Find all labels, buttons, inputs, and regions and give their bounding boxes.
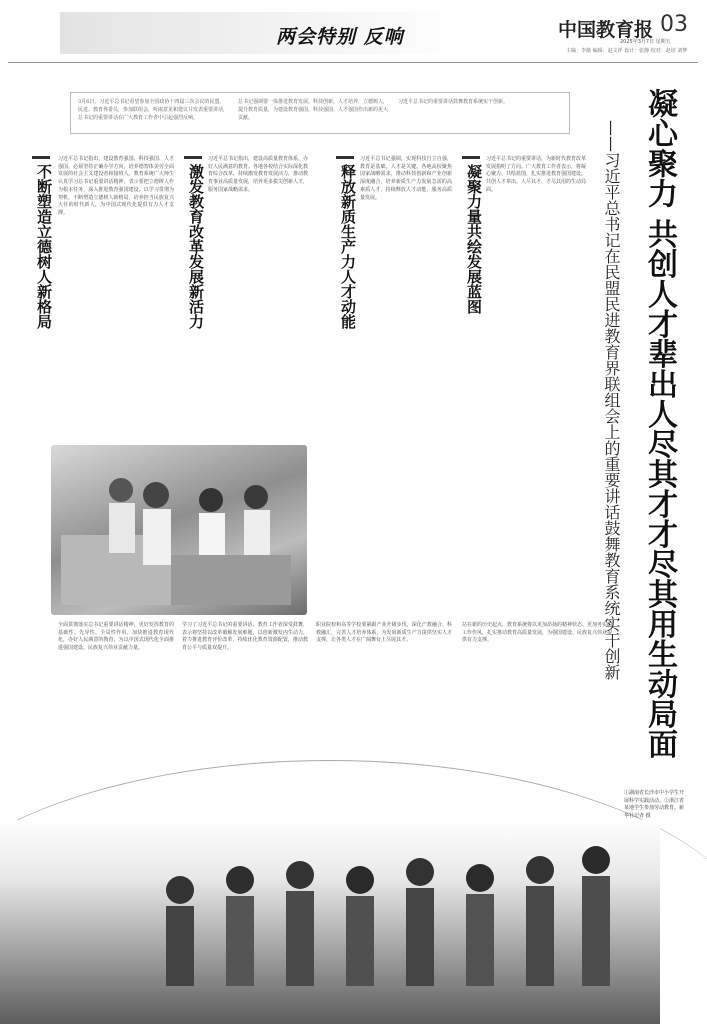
body-column-1b: 全面贯彻落实总书记重要讲话精神，更好发挥教育的基础性、先导性、全局性作用，加快推进教育现代化，办好人民满意的教育，为以中国式现代化全面推进强国建设、民族复兴伟业贡献力量。 xyxy=(58,622,174,652)
photo-children-figures xyxy=(0,820,660,1024)
header-banner xyxy=(60,12,465,54)
page-number: 03 xyxy=(660,12,688,37)
section-title-3: 释放新质生产力人才动能 xyxy=(339,164,357,329)
sub-headline: ——习近平总书记在民盟民进教育界联组会上的重要讲话鼓舞教育系统实干创新 xyxy=(602,120,621,680)
body-column-3a: 习近平总书记强调，实现科技自立自强，教育是基础，人才是关键。各地高校聚焦国家战略需求，推动科技创新和产业创新深度融合，培养新质生产力发展急需的高素质人才，持续释放人才动能，服务高质量发展。 xyxy=(360,156,452,201)
body-column-3b: 职业院校和高等学校要紧跟产业升级步伐，深化产教融合、科教融汇，完善人才培养体系，为发展新质生产力提供坚实人才支撑，让各类人才在广阔舞台上尽展其才。 xyxy=(316,622,452,644)
section-label: 两会特别 反响 xyxy=(276,26,404,48)
photo-caption: ①湖南省长沙市中小学生开展科学实践活动。②浙江省某地学生参加劳动教育。新华社记者 摄 xyxy=(624,790,685,819)
section-marker-2 xyxy=(184,156,202,159)
header-rule xyxy=(8,62,698,63)
photo-students-lab-figures xyxy=(51,445,307,615)
photo-children-group xyxy=(0,820,660,1024)
newspaper-masthead: 中国教育报 xyxy=(558,19,654,41)
body-column-4a: 习近平总书记的重要讲话，为新时代教育改革发展指明了方向。广大教育工作者表示，将凝心聚力、共绘蓝图，扎实推进教育强国建设，共创人才辈出、人尽其才、才尽其用的生动局面。 xyxy=(486,156,587,193)
section-marker-3 xyxy=(336,156,354,159)
lead-paragraph-3: 习近平总书记的重要讲话鼓舞教育系统实干创新。 xyxy=(398,99,509,105)
main-headline: 凝心聚力 共创人才辈出人尽其才才尽其用生动局面 xyxy=(642,88,677,759)
body-column-2b: 学习了习近平总书记的重要讲话，教育工作者深受鼓舞，表示将坚持以改革破解发展难题，以创新激发内生动力，着力推进教育评价改革，持续优化教育资源配置，推动教育公平与质量双提升。 xyxy=(182,622,308,652)
section-title-4: 凝聚力量共绘发展蓝图 xyxy=(465,164,483,314)
body-column-1a: 习近平总书记指出，建设教育强国、科技强国、人才强国，必须坚持正确办学方向，培养德智体美劳全面发展的社会主义建设者和接班人。教育系统广大师生认真学习总书记重要讲话精神，表示要把立德树人作为根本任务，深入推进教育强国建设。以学习贯彻为契机，不断塑造立德树人新格局，培养担当民族复兴大任的时代新人，为中国式现代化提供有力人才支撑。 xyxy=(58,156,174,216)
lead-paragraph-2: 总书记强调要一体推进教育发展、科技创新、人才培养，立德树人，提升教育质量，为建设教育强国、科技强国、人才强国作出新的更大贡献。 xyxy=(238,99,389,121)
section-title-1: 不断塑造立德树人新格局 xyxy=(35,164,53,329)
body-column-4b: 站在新的历史起点，教育系统将以更加昂扬的精神状态、更加务实的工作作风，扎实推动教育高质量发展，为强国建设、民族复兴伟业提供有力支撑。 xyxy=(462,622,613,644)
body-column-2a: 习近平总书记指出，建设高质量教育体系，办好人民满意的教育。各地各校结合实际深化教育综合改革，持续激发教育发展活力，推动教育事业高质量发展，培养更多拔尖创新人才，服务国家战略需求。 xyxy=(208,156,309,193)
lead-paragraph-1: 3月6日，习近平总书记看望参加全国政协十四届三次会议的民盟、民进、教育界委员，参加联组会，听取意见和建议并发表重要讲话，总书记的重要讲话在广大教育工作者中引起强烈反响。 xyxy=(78,99,229,121)
editor-credits: 主编：李薇 编辑：赵文祥 设计：张静 校对：赵培 刘梦 xyxy=(566,48,688,54)
photo-students-lab xyxy=(51,445,307,615)
page-header xyxy=(0,0,707,66)
issue-date: 2025年3月7日 星期五 xyxy=(620,39,671,45)
section-marker-1 xyxy=(32,156,50,159)
section-title-2: 激发教育改革发展新活力 xyxy=(187,164,205,329)
section-marker-4 xyxy=(462,156,480,159)
